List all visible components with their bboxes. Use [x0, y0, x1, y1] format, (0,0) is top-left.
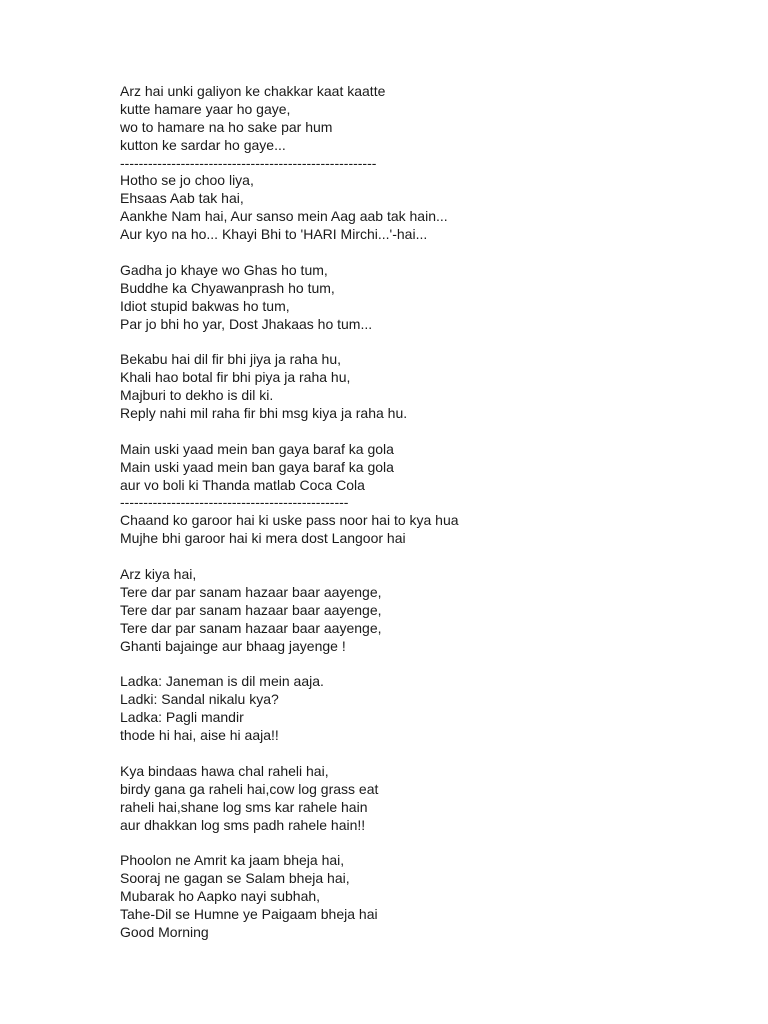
text-line: Ehsaas Aab tak hai,	[120, 190, 244, 207]
blank-line	[120, 244, 740, 262]
text-line: Sooraj ne gagan se Salam bheja hai,	[120, 870, 350, 887]
text-line: Arz kiya hai,	[120, 566, 197, 583]
text-line: Majburi to dekho is dil ki.	[120, 387, 274, 404]
text-line: raheli hai,shane log sms kar rahele hain	[120, 798, 368, 815]
text-line: Reply nahi mil raha fir bhi msg kiya ja raha hu.	[120, 405, 408, 422]
text-line: Chaand ko garoor hai ki uske pass noor hai to kya hua	[120, 512, 459, 529]
blank-line	[120, 333, 740, 351]
text-line: Aankhe Nam hai, Aur sanso mein Aag aab tak hain...	[120, 208, 448, 225]
document-text-body	[120, 83, 740, 942]
text-line: Mujhe bhi garoor hai ki mera dost Langoor hai	[120, 530, 406, 547]
text-line: Tahe-Dil se Humne ye Paigaam bheja hai	[120, 905, 378, 922]
text-line: aur dhakkan log sms padh rahele hain!!	[120, 816, 366, 833]
text-line: Ladka: Pagli mandir	[120, 709, 244, 726]
text-line: Ghanti bajainge aur bhaag jayenge !	[120, 637, 346, 654]
text-line: birdy gana ga raheli hai,cow log grass eat	[120, 780, 379, 797]
document-page	[120, 83, 740, 942]
text-line: Phoolon ne Amrit ka jaam bheja hai,	[120, 852, 345, 869]
text-line: Main uski yaad mein ban gaya baraf ka gola	[120, 458, 394, 475]
text-line: Main uski yaad mein ban gaya baraf ka gola	[120, 440, 394, 457]
blank-line	[120, 745, 740, 763]
text-line: aur vo boli ki Thanda matlab Coca Cola	[120, 476, 365, 493]
blank-line	[120, 834, 740, 852]
text-line: Tere dar par sanam hazaar baar aayenge,	[120, 601, 382, 618]
text-line: Tere dar par sanam hazaar baar aayenge,	[120, 583, 382, 600]
text-line: Ladka: Janeman is dil mein aaja.	[120, 673, 324, 690]
blank-line	[120, 656, 740, 674]
text-line: Good Morning	[120, 923, 209, 940]
text-line: thode hi hai, aise hi aaja!!	[120, 727, 279, 744]
text-line: kutte hamare yaar ho gaye,	[120, 100, 291, 117]
text-line: Tere dar par sanam hazaar baar aayenge,	[120, 619, 382, 636]
text-line: Khali hao botal fir bhi piya ja raha hu,	[120, 369, 351, 386]
separator-line: -------------------------------------------------------	[120, 154, 377, 171]
text-line: Gadha jo khaye wo Ghas ho tum,	[120, 261, 328, 278]
text-line: Buddhe ka Chyawanprash ho tum,	[120, 279, 335, 296]
text-line: wo to hamare na ho sake par hum	[120, 118, 333, 135]
text-line: Mubarak ho Aapko nayi subhah,	[120, 888, 321, 905]
blank-line	[120, 423, 740, 441]
text-line: Arz hai unki galiyon ke chakkar kaat kaatte	[120, 83, 386, 99]
separator-line: -------------------------------------------------	[120, 494, 349, 511]
text-line: Ladki: Sandal nikalu kya?	[120, 691, 279, 708]
text-line: Kya bindaas hawa chal raheli hai,	[120, 762, 329, 779]
text-line: Bekabu hai dil fir bhi jiya ja raha hu,	[120, 351, 342, 368]
blank-line	[120, 548, 740, 566]
text-line: Aur kyo na ho... Khayi Bhi to 'HARI Mirchi...'-hai...	[120, 226, 428, 243]
text-line: Hotho se jo choo liya,	[120, 172, 254, 189]
text-line: kutton ke sardar ho gaye...	[120, 136, 286, 153]
text-line: Idiot stupid bakwas ho tum,	[120, 297, 290, 314]
text-line: Par jo bhi ho yar, Dost Jhakaas ho tum...	[120, 315, 373, 332]
